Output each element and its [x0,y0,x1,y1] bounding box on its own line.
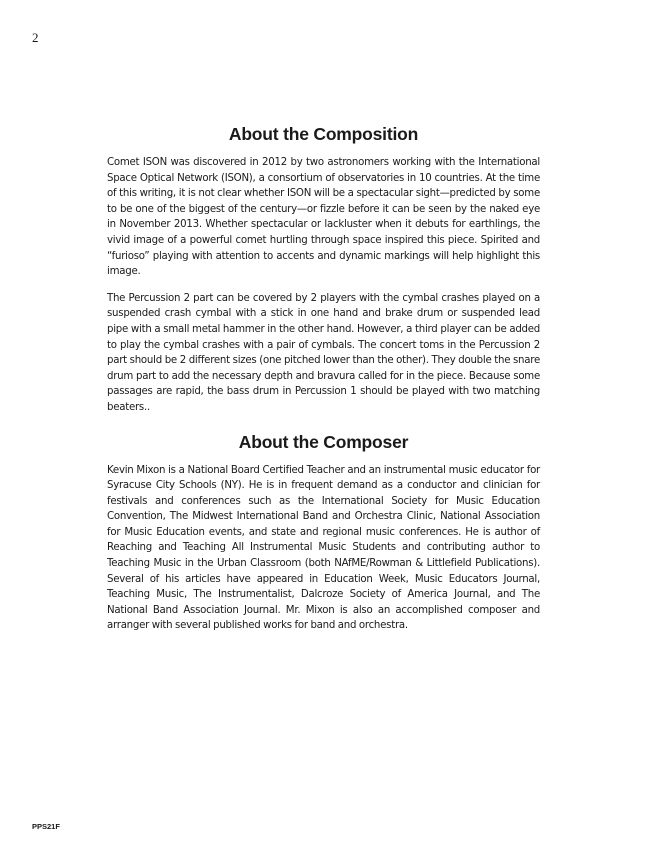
document-body [107,120,540,645]
footer-catalog-code: PPS21F [32,822,60,831]
heading-about-composer: About the Composer [238,431,409,452]
heading-about-composition: About the Composition [228,124,419,144]
composition-paragraph-1: Comet ISON was discovered in 2012 by two astronomers working with the International Space Optical Network (ISON), a consortium of observatories in 10 countries. At the time of this writing, it is not clear whether ISON will be a spectacular sight—predicted by some to be one of the biggest of the century—or fizzle before it can be seen by the naked eye in November 2013. Whether spectacular or lackluster when it debuts for earthlings, the vivid image of a powerful comet hurtling through space inspired this piece. Spirited and “furioso” playing with attention to accents and dynamic markings will help highlight this image. [107,157,540,278]
composition-paragraph-2: The Percussion 2 part can be covered by 2 players with the cymbal crashes played on a suspended crash cymbal with a stick in one hand and brake drum or suspended lead pipe with a small metal hammer in the other hand. However, a third player can be added to play the cymbal crashes with a pair of cymbals. The concert toms in the Percussion 2 part should be 2 different sizes (one pitched lower than the other). They double the snare drum part to add the necessary depth and bravura called for in the piece. Because some passages are rapid, the bass drum in Percussion 1 should be played with two matching beaters.. [107,292,540,413]
composer-paragraph-1: Kevin Mixon is a National Board Certified Teacher and an instrumental music educator for Syracuse City Schools (NY). He is in frequent demand as a conductor and clinician for festivals and conferences such as the International Society for Music Education Convention, The Midwest International Band and Orchestra Clinic, National Association for Music Education events, and state and regional music conferences. He is author of Reaching and Teaching All Instrumental Music Students and contributing author to Teaching Music in the Urban Classroom (both NAfME/Rowman & Littlefield Publications). Several of his articles have appeared in Education Week, Music Educators Journal, Teaching Music, The Instrumentalist, Dalcroze Society of America Journal, and The National Band Association Journal. Mr. Mixon is also an accomplished composer and arranger with several published works for band and orchestra. [107,464,540,632]
page-number: 2 [32,30,39,45]
